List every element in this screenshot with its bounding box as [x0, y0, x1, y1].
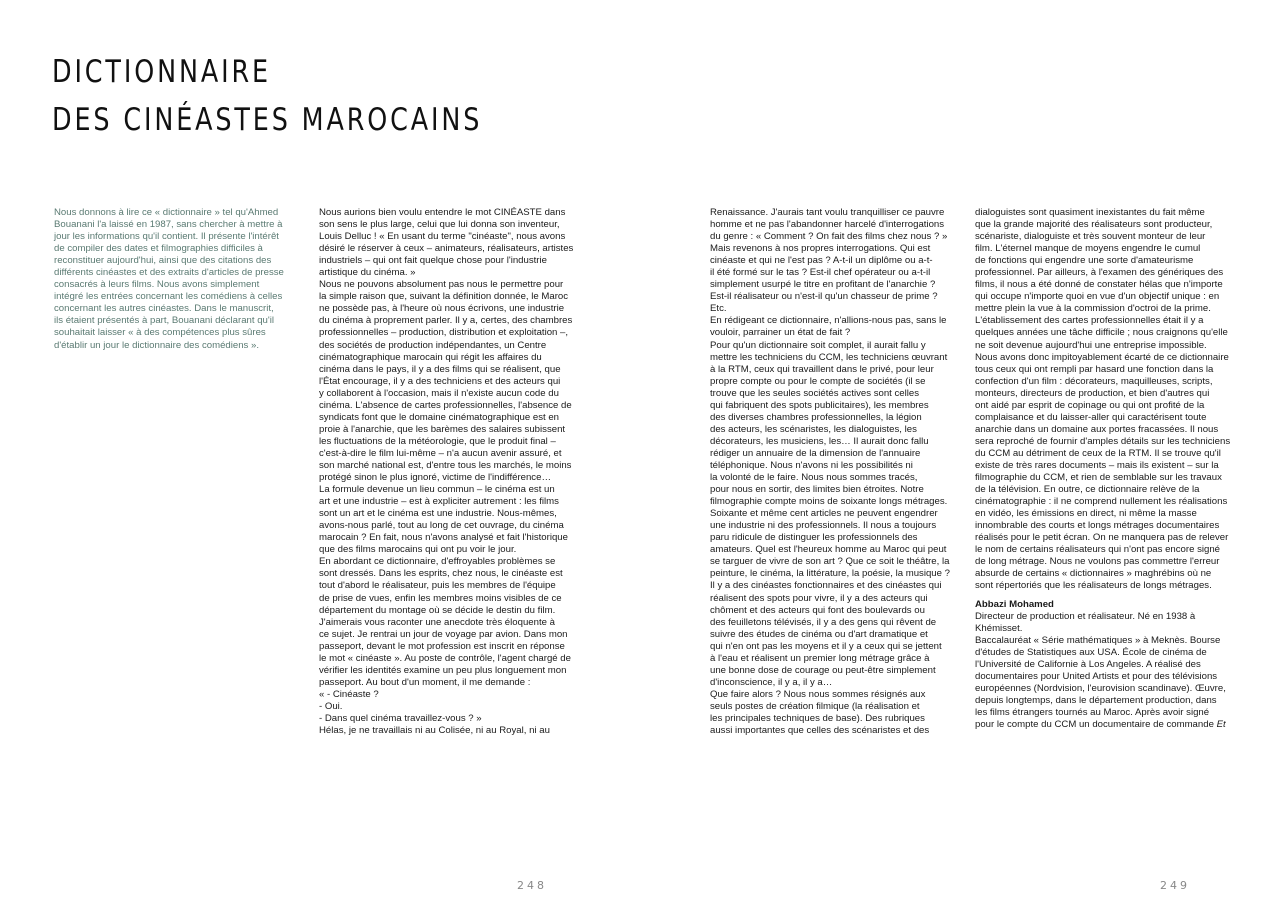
text-line: des feuilletons télévisés, il y a des gens qui rêvent de [710, 616, 937, 628]
text-line: Hélas, je ne travaillais ni au Colisée, ni au Royal, ni au [319, 725, 550, 737]
text-line: protégé sinon le plus ignoré, victime de l'indifférence… [319, 472, 552, 484]
text-line: les fluctuations de la météorologie, que le produit final – [319, 435, 556, 447]
text-line: son marché national est, d'entre tous les marchés, le moins [319, 459, 572, 471]
text-line: de la télévision. En outre, ce dictionnaire relève de la [975, 484, 1200, 496]
text-line: industriels – qui ont fait quelque chose pour l'industrie [319, 255, 547, 267]
text-column-3 [975, 207, 1230, 731]
text-line: En abordant ce dictionnaire, d'effroyables problèmes se [319, 556, 556, 568]
text-line: c'est-à-dire le film lui-même – n'a aucun avenir assuré, et [319, 447, 562, 459]
text-line: que des films marocains qui ont pu voir le jour. [319, 544, 517, 556]
text-line: En rédigeant ce dictionnaire, n'allions-nous pas, sans le [710, 315, 947, 327]
text-line: tout d'abord le réalisateur, puis les membres de l'équipe [319, 580, 556, 592]
text-line: simplement usurpé le titre en profitant de l'anarchie ? [710, 279, 936, 291]
text-line: tous ceux qui ont rempli par hasard une fonction dans la [975, 363, 1214, 375]
text-line: cinématographie : il ne comprend nullement les réalisations [975, 496, 1228, 508]
text-line: scénariste, dialoguiste et très souvent monteur de leur [975, 231, 1206, 243]
text-line: jour les informations qu'il contient. Il présente l'intérêt [54, 231, 279, 243]
text-line: reconstituer aujourd'hui, ainsi que des citations des [54, 255, 272, 267]
text-line: mettre plein la vue à la commission d'octroi de la prime. [975, 303, 1211, 315]
intro-note [54, 207, 284, 352]
text-line: Baccalauréat « Série mathématiques » à Meknès. Bourse [975, 634, 1221, 646]
text-line: ils étaient présentés à part, Bouanani déclarant qu'il [54, 315, 274, 327]
text-line: des sociétés de production indépendantes, un Centre [319, 339, 547, 351]
text-line: en vidéo, les émissions en direct, ni même la masse [975, 508, 1197, 520]
text-line: Nous avons donc impitoyablement écarté de ce dictionnaire [975, 351, 1229, 363]
text-line: filmographie du CCM, et rien de semblable sur les travaux [975, 472, 1222, 484]
text-line: qui occupe n'importe quoi en vue d'un objectif unique : en [975, 291, 1220, 303]
text-line: Il y a des cinéastes fonctionnaires et des cinéastes qui [710, 580, 942, 592]
text-line: une bonne dose de courage ou peut-être simplement [710, 664, 936, 676]
text-line: mettre les techniciens du CCM, les techniciens œuvrant [710, 351, 948, 363]
text-line: Directeur de production et réalisateur. Né en 1938 à [975, 610, 1196, 622]
text-line: cinéma. L'absence de cartes professionnelles, l'absence de [319, 399, 572, 411]
text-line: amateurs. Quel est l'heureux homme au Maroc qui peut [710, 544, 947, 556]
text-column-1 [319, 207, 573, 737]
text-line: rédiger un annuaire de la dimension de l'annuaire [710, 447, 921, 459]
text-line: art et une industrie – est à expliciter autrement : les films [319, 496, 559, 508]
text-line: professionnelles – production, distribution et exploitation –, [319, 327, 569, 339]
text-line: les films étrangers tournés au Maroc. Après avoir signé [975, 706, 1210, 718]
text-line: absurde de certains « dictionnaires » maghrébins où ne [975, 568, 1212, 580]
text-line: trouve que les seules sociétés actives sont celles [710, 387, 920, 399]
text-line: souhaitait laisser « à des compétences plus sûres [54, 327, 266, 339]
text-line: depuis longtemps, dans le département production, dans [975, 694, 1217, 706]
text-line: à l'eau et réalisent un premier long métrage grâce à [710, 652, 930, 664]
text-line: J'aimerais vous raconter une anecdote très éloquente à [319, 616, 555, 628]
text-line: européennes (Nordvision, l'eurovision scandinave). Œuvre, [975, 682, 1226, 694]
text-line: y collaborent à l'occasion, mais il n'existe aucun code du [319, 387, 559, 399]
text-line: de fonctions qui engendre une sorte d'amateurisme [975, 255, 1194, 267]
text-column-2 [710, 207, 950, 737]
text-line: d'inconscience, il y a, il y a… [710, 676, 833, 688]
title-line-1: DICTIONNAIRE [52, 54, 271, 90]
text-line: sera reproché de fournir d'amples détails sur les techniciens [975, 435, 1231, 447]
text-line: filmographie compte moins de soixante longs métrages. [710, 496, 948, 508]
italic-title-start: Et [1216, 718, 1226, 730]
text-line: le mot « cinéaste ». Au poste de contrôle, l'agent chargé de [319, 652, 571, 664]
entry-body [975, 611, 1230, 731]
text-line: vérifier les identités examine un peu plus longuement mon [319, 664, 567, 676]
text-line: département du montage où se décide le destin du film. [319, 604, 556, 616]
text-line [975, 719, 1230, 731]
text-line: des diverses chambres professionnelles, la légion [710, 411, 922, 423]
text-line: cinématographique marocain qui régit les affaires du [319, 351, 542, 363]
text-line: d'établir un jour le dictionnaire des comédiens ». [54, 339, 260, 351]
text-line: se targuer de vivre de son art ? Que ce soit le théâtre, la [710, 556, 950, 568]
text-line: des acteurs, les scénaristes, les dialoguistes, les [710, 423, 917, 435]
text-line: Renaissance. J'aurais tant voulu tranquilliser ce pauvre [710, 207, 945, 218]
text-line: sont dressés. Dans les esprits, chez nous, le cinéaste est [319, 568, 563, 580]
page-number-left: 248 [517, 879, 547, 892]
text-line: peinture, le cinéma, la littérature, la poésie, la musique ? [710, 568, 950, 580]
text-line: cinéma dans le pays, il y a des films qui se réalisent, que [319, 363, 561, 375]
text-line: son sens le plus large, celui que lui donna son inventeur, [319, 219, 560, 231]
text-line: monteurs, directeurs de production, et bien d'autres qui [975, 387, 1210, 399]
text-line: ne soit devenue aujourd'hui une entreprise impossible. [975, 339, 1207, 351]
text-line: documentaires pour United Artists et pour des télévisions [975, 670, 1218, 682]
text-line: confection d'un film : décorateurs, maquilleuses, scripts, [975, 375, 1213, 387]
text-line: d'études de Statistiques aux USA. École de cinéma de [975, 646, 1207, 658]
text-line: homme et ne pas l'abandonner harcelé d'interrogations [710, 219, 945, 231]
text-line: passeport, devant le mot profession est inscrit en réponse [319, 640, 565, 652]
text-line: la simple raison que, suivant la définition donnée, le Maroc [319, 291, 569, 303]
text-line: Que faire alors ? Nous nous sommes résignés aux [710, 688, 926, 700]
text-line: ce sujet. Je rentrai un jour de voyage par avion. Dans mon [319, 628, 568, 640]
text-line: Etc. [710, 303, 727, 315]
text-line: le nom de certains réalisateurs qui n'ont pas encore signé [975, 544, 1221, 556]
text-line: La formule devenue un lieu commun – le cinéma est un [319, 484, 555, 496]
text-line: à la RTM, ceux qui travaillent dans le privé, pour leur [710, 363, 934, 375]
text-line: de long métrage. Nous ne voulons pas commettre l'erreur [975, 556, 1220, 568]
text-line: une industrie ni des professionnels. Il nous a toujours [710, 520, 937, 532]
text-line: réalisés pour le petit écran. On ne manquera pas de relever [975, 532, 1229, 544]
text-line: décorateurs, les musiciens, les… Il aurait donc fallu [710, 435, 929, 447]
text-line: l'Université de Californie à Los Angeles. A réalisé des [975, 658, 1201, 670]
text-line: téléphonique. Nous n'avons ni les possibilités ni [710, 459, 913, 471]
text-line: - Oui. [319, 700, 343, 712]
text-line: Est-il réalisateur ou n'est-il qu'un chasseur de prime ? [710, 291, 938, 303]
text-line: il été formé sur le tas ? Est-il chef opérateur ou a-t-il [710, 267, 931, 279]
text-line: Bouanani l'a laissé en 1987, sans chercher à mettre à [54, 219, 283, 231]
text-line: l'État encourage, il y a des techniciens et des acteurs qui [319, 375, 561, 387]
text-line: complaisance et du laisser-aller qui caractérisent toute [975, 411, 1207, 423]
text-line: réalisent des spots pour vivre, il y a des acteurs qui [710, 592, 928, 604]
text-line: avons-nous parlé, tout au long de cet ouvrage, du cinéma [319, 520, 564, 532]
text-line: consacrés à leurs films. Nous avons simplement [54, 279, 260, 291]
text-line: Pour qu'un dictionnaire soit complet, il aurait fallu y [710, 339, 926, 351]
text-line: - Dans quel cinéma travaillez-vous ? » [319, 712, 482, 724]
text-line: Nous ne pouvons absolument pas nous le permettre pour [319, 279, 564, 291]
text-line: anarchie dans un domaine aux portes fracassées. Il nous [975, 423, 1219, 435]
text-line-part: pour le compte du CCM un documentaire de commande [975, 718, 1214, 730]
text-line: marocain ? En fait, nous n'avons analysé et fait l'historique [319, 532, 568, 544]
text-line: ne possède pas, à l'heure où nous écrivons, une industrie [319, 303, 565, 315]
text-line: proie à l'anarchie, que les barèmes des salaires subissent [319, 423, 566, 435]
text-line: suivre des études de cinéma ou d'art dramatique et [710, 628, 928, 640]
text-line: du cinéma à proprement parler. Il y a, certes, des chambres [319, 315, 573, 327]
text-line: intégré les entrées concernant les comédiens à celles [54, 291, 283, 303]
text-line: propre compte ou pour le compte de sociétés (il se [710, 375, 926, 387]
text-line: les principales techniques de base). Des rubriques [710, 712, 925, 724]
text-line: Khémisset. [975, 622, 1023, 634]
text-line: vouloir, parrainer un état de fait ? [710, 327, 851, 339]
text-line: seuls postes de création filmique (la réalisation et [710, 700, 920, 712]
text-line: dialoguistes sont quasiment inexistantes du fait même [975, 207, 1205, 218]
text-line: Nous donnons à lire ce « dictionnaire » tel qu'Ahmed [54, 207, 279, 218]
text-line: paru ridicule de distinguer les professionnels des [710, 532, 918, 544]
text-line: différents cinéastes et des extraits d'articles de presse [54, 267, 284, 279]
text-line: qui n'en ont pas les moyens et il y a ceux qui se jettent [710, 640, 942, 652]
text-line: du genre : « Comment ? On fait des films chez nous ? » [710, 231, 948, 243]
text-line: sont répertoriés que les réalisateurs de longs métrages. [975, 580, 1212, 592]
text-line: existe de très rares documents – mais ils existent – sur la [975, 459, 1219, 471]
text-line: concernant les autres cinéastes. Dans le manuscrit, [54, 303, 274, 315]
text-line: Soixante et même cent articles ne peuvent engendrer [710, 508, 938, 520]
text-line: de prise de vues, enfin les membres moins visibles de ce [319, 592, 562, 604]
text-line: passeport. Au bout d'un moment, il me demande : [319, 676, 531, 688]
text-line: quelques années une tâche difficile ; nous craignons qu'elle [975, 327, 1228, 339]
text-line: chôment et des acteurs qui font des boulevards ou [710, 604, 925, 616]
text-line: L'établissement des cartes professionnelles était il y a [975, 315, 1204, 327]
column-3-body [975, 207, 1230, 593]
text-line: artistique du cinéma. » [319, 267, 416, 279]
text-line: du CCM au détriment de ceux de la RTM. Il se trouve qu'il [975, 447, 1221, 459]
text-line: innombrable des courts et longs métrages documentaires [975, 520, 1220, 532]
entry-name: Abbazi Mohamed [975, 598, 1054, 610]
text-line: Mais revenons à nos propres interrogations. Qui est [710, 243, 931, 255]
text-line: cinéaste et qui ne l'est pas ? A-t-il un diplôme ou a-t- [710, 255, 933, 267]
text-line: désiré le réserver à ceux – animateurs, réalisateurs, artistes [319, 243, 574, 255]
text-line: que la grande majorité des réalisateurs sont producteur, [975, 219, 1213, 231]
title-line-2: DES CINÉASTES MAROCAINS [52, 102, 483, 138]
text-line: Nous aurions bien voulu entendre le mot CINÉASTE dans [319, 207, 566, 218]
text-line: « - Cinéaste ? [319, 688, 379, 700]
text-line: aussi importantes que celles des scénaristes et des [710, 725, 930, 737]
text-line: de compiler des dates et filmographies difficiles à [54, 243, 263, 255]
text-line: la volonté de le faire. Nous nous sommes tracés, [710, 472, 918, 484]
text-line: Louis Delluc ! « En usant du terme "cinéaste", nous avons [319, 231, 566, 243]
text-line: syndicats font que le domaine cinématographique est en [319, 411, 559, 423]
text-line: qui fabriquent des spots publicitaires), les membres [710, 399, 929, 411]
text-line: film. L'éternel manque de moyens engendre le cumul [975, 243, 1201, 255]
text-line: sont un art et le cinéma est une industrie. Nous-mêmes, [319, 508, 557, 520]
page-title [52, 48, 482, 144]
page-number-right: 249 [1160, 879, 1190, 892]
text-line: ont aidé par esprit de copinage ou qui ont profité de la [975, 399, 1205, 411]
text-line: films, il nous a été donné de constater hélas que n'importe [975, 279, 1223, 291]
text-line: professionnel. Par ailleurs, à l'examen des génériques des [975, 267, 1224, 279]
text-line: pour nous en sortir, des limites bien étroites. Notre [710, 484, 924, 496]
